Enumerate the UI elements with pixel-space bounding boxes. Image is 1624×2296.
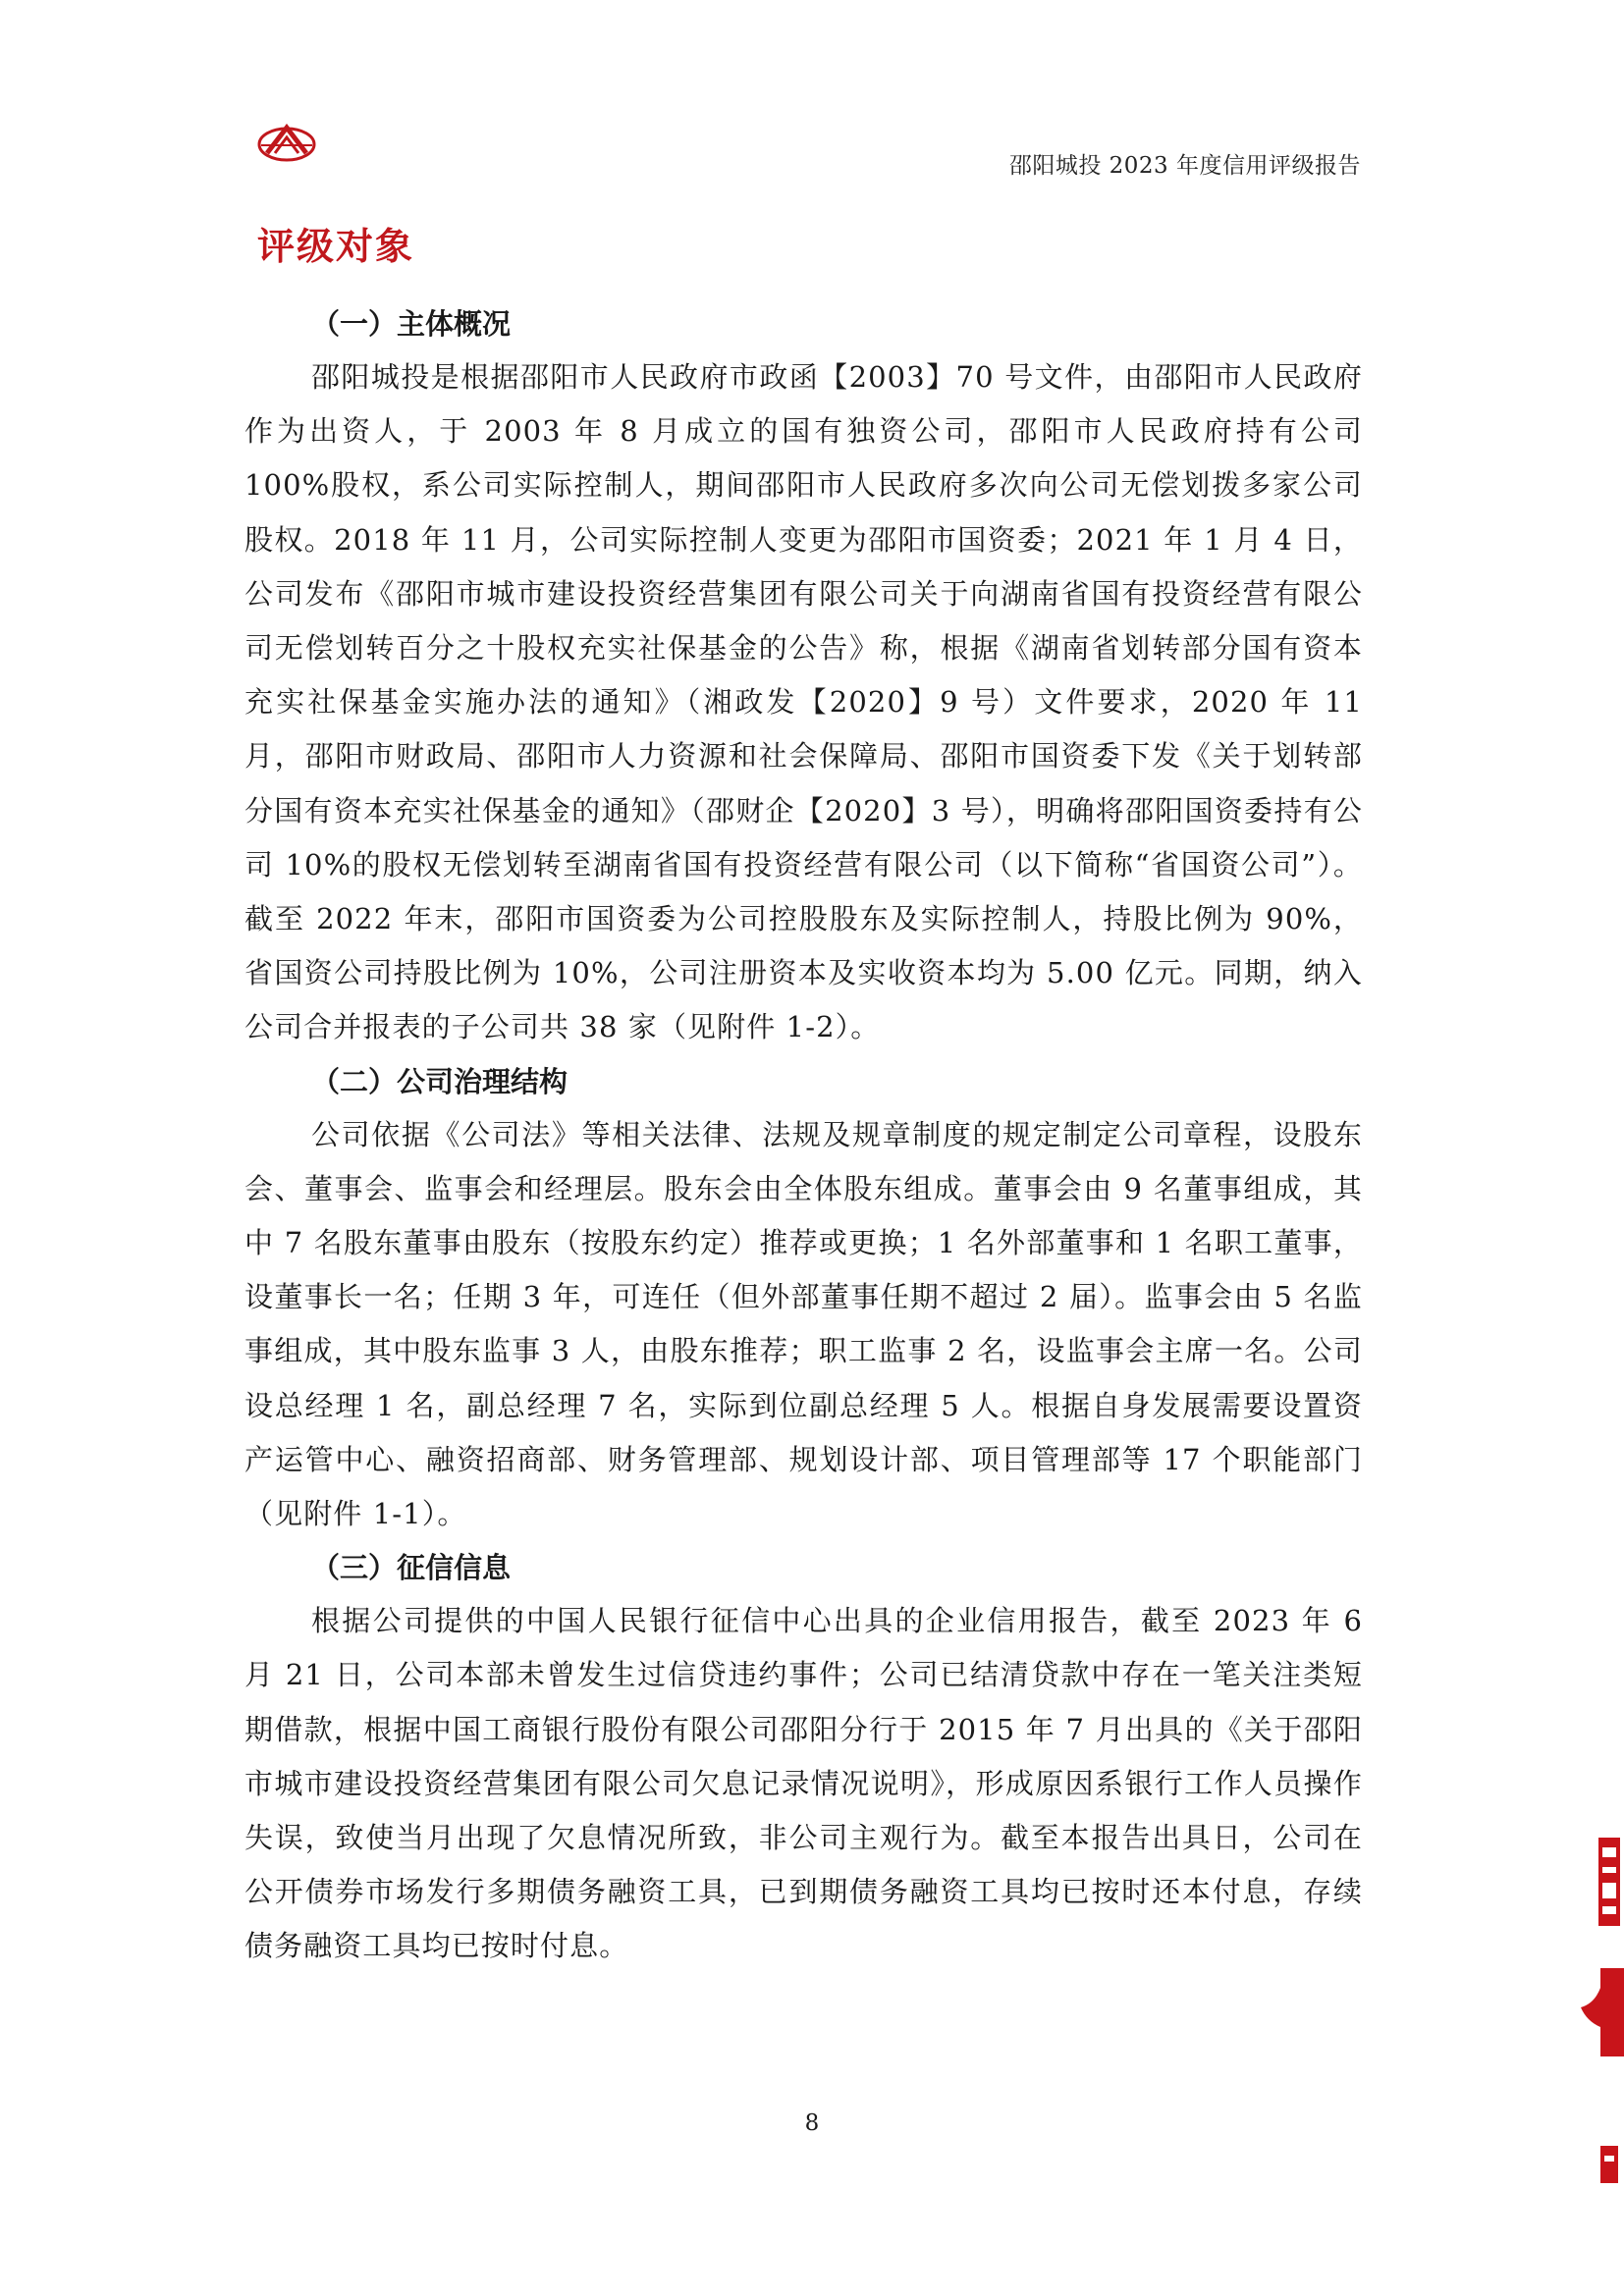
- page-number: 8: [804, 2110, 820, 2136]
- paragraph-credit-info: 根据公司提供的中国人民银行征信中心出具的企业信用报告，截至 2023 年 6 月 21 日，公司本部未曾发生过信贷违约事件；公司已结清贷款中存在一笔关注类短期借款，根据中国工商银行股份有限公司邵阳分行于 2015 年 7 月出具的《关于邵阳市城市建设投资经营集团有限公司欠息记录情况说明》，形成原因系银行工作人员操作失误，致使当月出现了欠息情况所致，非公司主观行为。截至本报告出具日，公司在公开债券市场发行多期债务融资工具，已到期债务融资工具均已按时还本付息，存续债务融资工具均已按时付息。: [244, 1604, 1363, 1963]
- report-header-title: 邵阳城投 2023 年度信用评级报告: [1008, 153, 1361, 179]
- paragraph-governance: 公司依据《公司法》等相关法律、法规及规章制度的规定制定公司章程，设股东会、董事会、监事会和经理层。股东会由全体股东组成。董事会由 9 名董事组成，其中 7 名股东董事由股东（按股东约定）推荐或更换；1 名外部董事和 1 名职工董事，设董事长一名；任期 3 年，可连任（但外部董事任期不超过 2 届）。监事会由 5 名监事组成，其中股东监事 3 人，由股东推荐；职工监事 2 名，设监事会主席一名。公司设总经理 1 名，副总经理 7 名，实际到位副总经理 5 人。根据自身发展需要设置资产运管中心、融资招商部、财务管理部、规划设计部、项目管理部等 17 个职能部门（见附件 1-1）。: [244, 1117, 1363, 1531]
- seal-stamp-fragment-icon: [1577, 1834, 1624, 1930]
- document-body: [244, 297, 1363, 1974]
- paragraph-entity-overview: 邵阳城投是根据邵阳市人民政府市政函【2003】70 号文件，由邵阳市人民政府作为出资人，于 2003 年 8 月成立的国有独资公司，邵阳市人民政府持有公司 100%股权，系公司实际控制人，期间邵阳市人民政府多次向公司无偿划拨多家公司股权。2018 年 11 月，公司实际控制人变更为邵阳市国资委；2021 年 1 月 4 日，公司发布《邵阳市城市建设投资经营集团有限公司关于向湖南省国有投资经营有限公司无偿划转百分之十股权充实社保基金的公告》称，根据《湖南省划转部分国有资本充实社保基金实施办法的通知》（湘政发【2020】9 号）文件要求，2020 年 11 月，邵阳市财政局、邵阳市人力资源和社会保障局、邵阳市国资委下发《关于划转部分国有资本充实社保基金的通知》（邵财企【2020】3 号），明确将邵阳国资委持有公司 10%的股权无偿划转至湖南省国有投资经营有限公司（以下简称“省国资公司”）。截至 2022 年末，邵阳市国资委为公司控股股东及实际控制人，持股比例为 90%，省国资公司持股比例为 10%，公司注册资本及实收资本均为 5.00 亿元。同期，纳入公司合并报表的子公司共 38 家（见附件 1-2）。: [244, 360, 1363, 1044]
- subsection-heading-entity-overview: （一）主体概况: [311, 307, 512, 341]
- seal-stamp-fragment-icon: [1577, 2140, 1624, 2189]
- seal-stamp-fragment-icon: [1577, 1968, 1624, 2056]
- company-logo-icon: [257, 124, 316, 165]
- subsection-heading-governance: （二）公司治理结构: [311, 1064, 568, 1098]
- subsection-heading-credit-info: （三）征信信息: [311, 1551, 512, 1585]
- section-title: 评级对象: [257, 225, 415, 268]
